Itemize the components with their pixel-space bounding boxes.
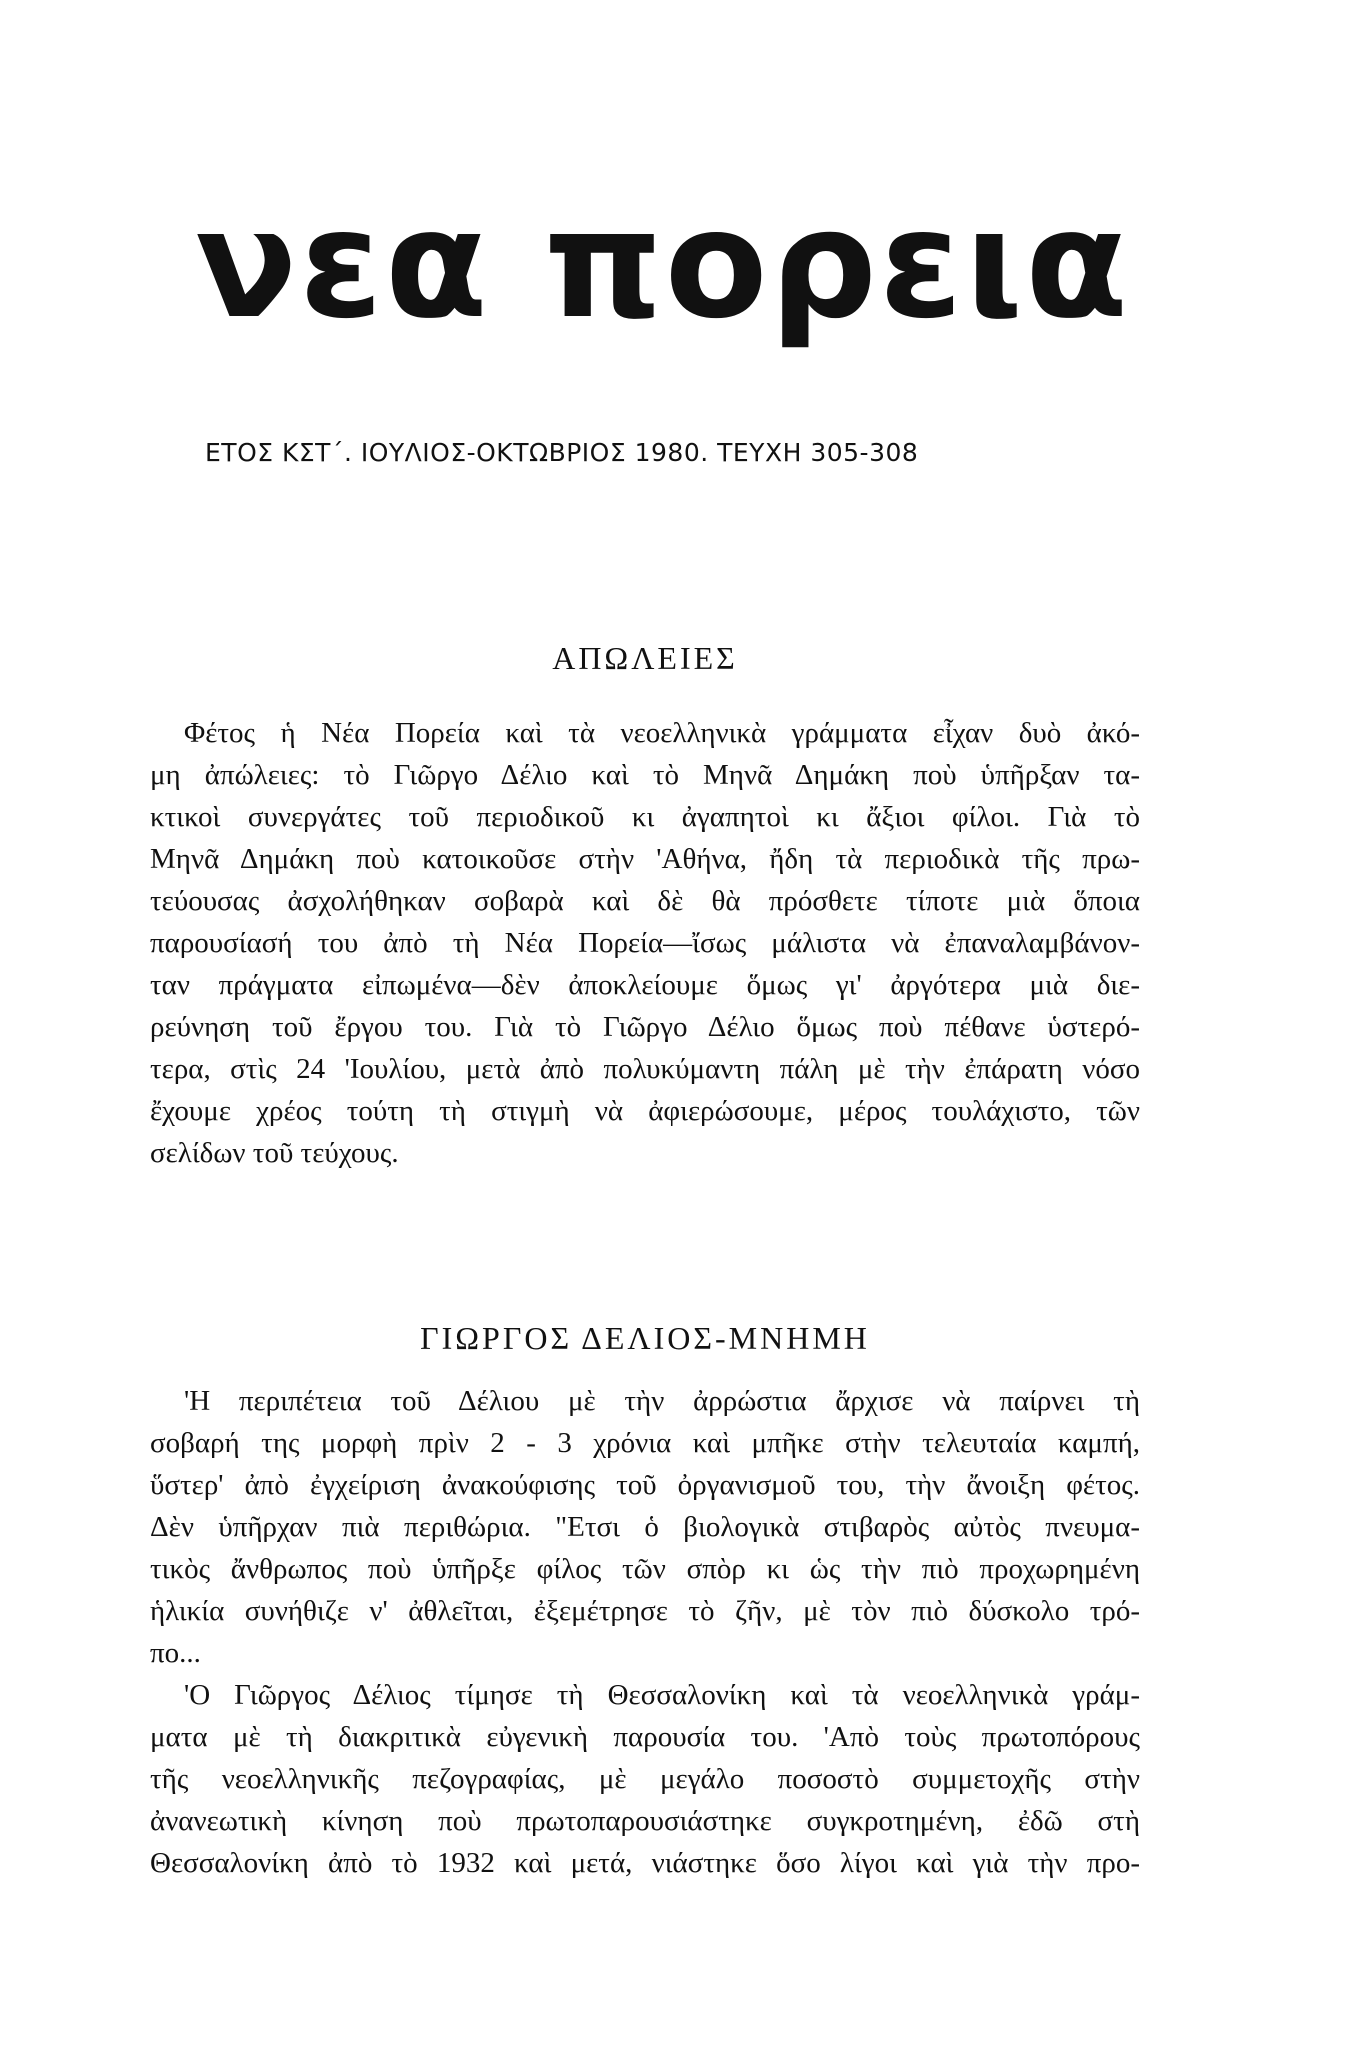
- text-line: σελίδων τοῦ τεύχους.: [150, 1137, 399, 1169]
- section-heading-losses: ΑΠΩΛΕΙΕΣ: [552, 640, 738, 676]
- text-line: πο...: [150, 1637, 201, 1669]
- section-body-delios: [150, 1380, 1140, 1884]
- text-line: παρουσίασή του ἀπὸ τὴ Νέα Πορεία—ἴσως μάλιστα νὰ ἐπαναλαμβάνον-: [150, 927, 1140, 959]
- issue-line: ΕΤΟΣ ΚΣΤ΄. ΙΟΥΛΙΟΣ-ΟΚΤΩΒΡΙΟΣ 1980. ΤΕΥΧΗ 305-308: [205, 438, 919, 467]
- text-line: ἀνανεωτικὴ κίνηση ποὺ πρωτοπαρουσιάστηκε συγκροτημένη, ἐδῶ στὴ: [150, 1805, 1140, 1837]
- text-line: 'Ο Γιῶργος Δέλιος τίμησε τὴ Θεσσαλονίκη καὶ τὰ νεοελληνικὰ γράμ-: [184, 1679, 1140, 1711]
- text-line: Φέτος ἡ Νέα Πορεία καὶ τὰ νεοελληνικὰ γράμματα εἶχαν δυὸ ἀκό-: [184, 717, 1140, 749]
- section-body-losses: [150, 712, 1140, 1174]
- section-heading-delios: ΓΙΩΡΓΟΣ ΔΕΛΙΟΣ-ΜΝΗΜΗ: [420, 1320, 870, 1356]
- text-line: 'Η περιπέτεια τοῦ Δέλιου μὲ τὴν ἀρρώστια ἄρχισε νὰ παίρνει τὴ: [184, 1385, 1140, 1417]
- text-line: κτικοὶ συνεργάτες τοῦ περιοδικοῦ κι ἀγαπητοὶ κι ἄξιοι φίλοι. Γιὰ τὸ: [150, 801, 1140, 833]
- text-line: τεύουσας ἀσχολήθηκαν σοβαρὰ καὶ δὲ θὰ πρόσθετε τίποτε μιὰ ὅποια: [150, 885, 1140, 917]
- masthead-title: νεα πορεια: [195, 178, 1131, 352]
- text-line: ταν πράγματα εἰπωμένα—δὲν ἀποκλείουμε ὅμως γι' ἀργότερα μιὰ διε-: [150, 969, 1140, 1001]
- text-line: Θεσσαλονίκη ἀπὸ τὸ 1932 καὶ μετά, νιάστηκε ὅσο λίγοι καὶ γιὰ τὴν προ-: [150, 1847, 1140, 1879]
- text-line: τῆς νεοελληνικῆς πεζογραφίας, μὲ μεγάλο ποσοστὸ συμμετοχῆς στὴν: [150, 1763, 1140, 1795]
- text-line: Δὲν ὑπῆρχαν πιὰ περιθώρια. "Ετσι ὁ βιολογικὰ στιβαρὸς αὐτὸς πνευμα-: [150, 1511, 1140, 1543]
- text-line: ματα μὲ τὴ διακριτικὰ εὐγενικὴ παρουσία του. 'Απὸ τοὺς πρωτοπόρους: [150, 1721, 1140, 1753]
- text-line: ὕστερ' ἀπὸ ἐγχείριση ἀνακούφισης τοῦ ὀργανισμοῦ του, τὴν ἄνοιξη φέτος.: [150, 1469, 1140, 1501]
- text-line: ἡλικία συνήθιζε ν' ἀθλεῖται, ἐξεμέτρησε τὸ ζῆν, μὲ τὸν πιὸ δύσκολο τρό-: [150, 1595, 1140, 1627]
- text-line: τικὸς ἄνθρωπος ποὺ ὑπῆρξε φίλος τῶν σπὸρ κι ὡς τὴν πιὸ προχωρημένη: [150, 1553, 1140, 1585]
- text-line: ἔχουμε χρέος τούτη τὴ στιγμὴ νὰ ἀφιερώσουμε, μέρος τουλάχιστο, τῶν: [150, 1095, 1140, 1127]
- text-line: Μηνᾶ Δημάκη ποὺ κατοικοῦσε στὴν 'Αθήνα, ἤδη τὰ περιοδικὰ τῆς πρω-: [150, 843, 1140, 875]
- text-line: τερα, στὶς 24 'Ιουλίου, μετὰ ἀπὸ πολυκύμαντη πάλη μὲ τὴν ἐπάρατη νόσο: [150, 1053, 1140, 1085]
- text-line: ρεύνηση τοῦ ἔργου του. Γιὰ τὸ Γιῶργο Δέλιο ὅμως ποὺ πέθανε ὑστερό-: [150, 1011, 1140, 1043]
- text-line: σοβαρή της μορφὴ πρὶν 2 - 3 χρόνια καὶ μπῆκε στὴν τελευταία καμπή,: [150, 1427, 1140, 1459]
- text-line: μη ἀπώλειες: τὸ Γιῶργο Δέλιο καὶ τὸ Μηνᾶ Δημάκη ποὺ ὑπῆρξαν τα-: [150, 759, 1140, 791]
